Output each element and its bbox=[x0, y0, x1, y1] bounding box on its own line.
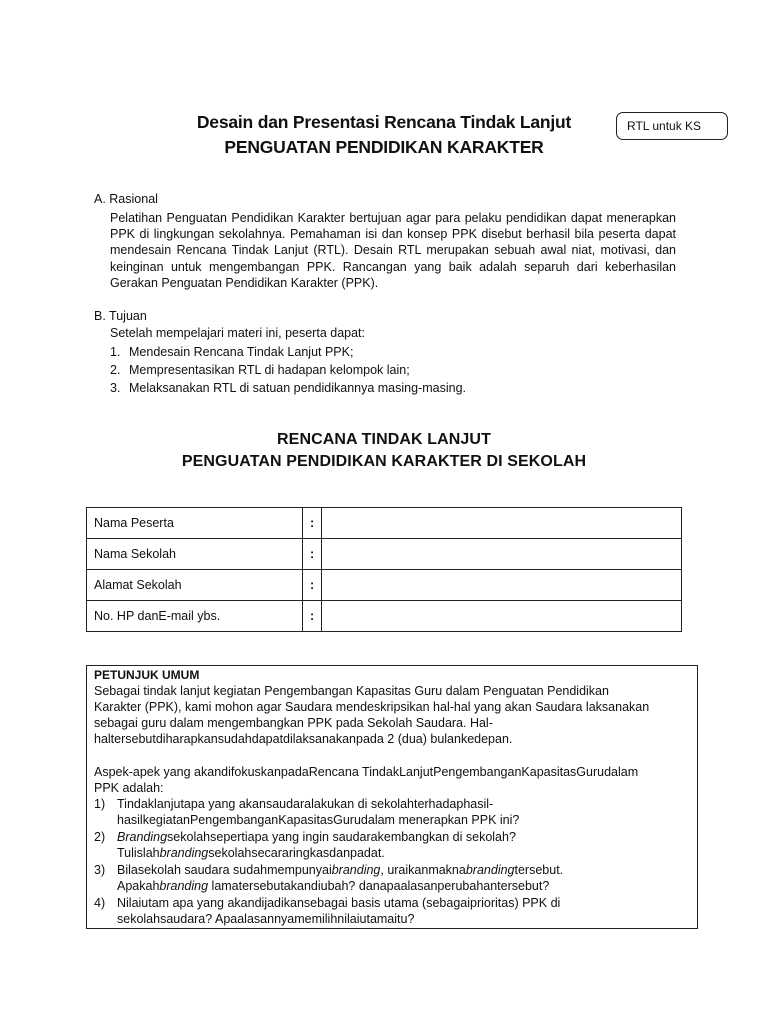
question-text-part: , uraikanmakna bbox=[380, 863, 466, 877]
branding-term: branding bbox=[331, 863, 381, 877]
table-row bbox=[87, 539, 682, 570]
table-row bbox=[87, 601, 682, 632]
hp-email-field[interactable] bbox=[322, 601, 682, 632]
question-text bbox=[117, 830, 516, 844]
list-item: Mendesain Rencana Tindak Lanjut PPK; bbox=[129, 345, 354, 359]
aspek-text-line: PPK adalah: bbox=[94, 781, 164, 795]
branding-term: Branding bbox=[117, 830, 168, 844]
section-a-paragraph: Pelatihan Penguatan Pendidikan Karakter bertujuan agar para pelaku pendidikan dapat menerapkan PPK di lingkungan sekolahnya. Pemahaman isi dan konsep PPK disebut berhasil bila peserta dapat mendesain Rencana Tindak Lanjut (RTL). Desain RTL merupakan sebuah awal niat, motivasi, dan keinginan untuk mengembangan PPK. Rancangan yang baik adalah separuh dari keberhasilan Gerakan Penguatan Pendidikan Karakter (PPK). bbox=[110, 211, 676, 290]
form-label: No. HP danE-mail ybs. bbox=[87, 601, 303, 632]
question-text: hasilkegiatanPengembanganKapasitasGurudalam menerapkan PPK ini? bbox=[117, 813, 520, 827]
document-subtitle: PENGUATAN PENDIDIKAN KARAKTER bbox=[224, 137, 544, 157]
form-separator: : bbox=[303, 539, 322, 570]
petunjuk-umum-box bbox=[86, 665, 698, 929]
branding-term: branding bbox=[159, 846, 209, 860]
question-text-part: lamatersebutakandiubah? danapaalasanperubahantersebut? bbox=[208, 879, 550, 893]
question-text bbox=[117, 863, 563, 877]
list-item: Melaksanakan RTL di satuan pendidikannya masing-masing. bbox=[129, 381, 466, 395]
table-row bbox=[87, 508, 682, 539]
petunjuk-text-line: haltersebutdiharapkansudahdapatdilaksanakanpada 2 (dua) bulankedepan. bbox=[94, 732, 513, 746]
section-b-intro: Setelah mempelajari materi ini, peserta dapat: bbox=[110, 326, 365, 340]
rtl-badge: RTL untuk KS bbox=[616, 112, 728, 140]
question-text bbox=[117, 846, 385, 860]
participant-form bbox=[86, 507, 682, 632]
alamat-sekolah-field[interactable] bbox=[322, 570, 682, 601]
list-number: 3. bbox=[110, 381, 121, 395]
list-number: 2. bbox=[110, 363, 121, 377]
form-separator: : bbox=[303, 601, 322, 632]
question-text-part: Bilasekolah saudara sudahmempunyai bbox=[117, 863, 332, 877]
question-text-part: tersebut. bbox=[514, 863, 564, 877]
petunjuk-text-line: Karakter (PPK), kami mohon agar Saudara mendeskripsikan hal-hal yang akan Saudara laksanakan bbox=[94, 700, 650, 714]
petunjuk-heading: PETUNJUK UMUM bbox=[94, 668, 200, 682]
petunjuk-text-line: sebagai guru dalam mengembangkan PPK pada Sekolah Saudara. Hal- bbox=[94, 716, 493, 730]
question-text: Tindaklanjutapa yang akansaudaralakukan di sekolahterhadaphasil- bbox=[117, 797, 494, 811]
question-number: 2) bbox=[94, 830, 106, 844]
section-a-heading: A. Rasional bbox=[94, 192, 158, 206]
question-text-part: sekolahsecararingkasdanpadat. bbox=[208, 846, 385, 860]
list-item: Mempresentasikan RTL di hadapan kelompok lain; bbox=[129, 363, 410, 377]
branding-term: branding bbox=[159, 879, 209, 893]
form-separator: : bbox=[303, 570, 322, 601]
question-number: 3) bbox=[94, 863, 106, 877]
branding-term: branding bbox=[465, 863, 515, 877]
aspek-text-line: Aspek-apek yang akandifokuskanpadaRencana TindakLanjutPengembanganKapasitasGurudalam bbox=[94, 765, 639, 779]
question-text-part: sekolahsepertiapa yang ingin saudarakembangkan di sekolah? bbox=[167, 830, 516, 844]
document-title: Desain dan Presentasi Rencana Tindak Lanjut bbox=[196, 112, 572, 132]
question-text bbox=[117, 879, 549, 893]
petunjuk-text-line: Sebagai tindak lanjut kegiatan Pengembangan Kapasitas Guru dalam Penguatan Pendidikan bbox=[94, 684, 609, 698]
rtl-subheading: PENGUATAN PENDIDIKAN KARAKTER DI SEKOLAH bbox=[181, 453, 587, 470]
form-label: Nama Peserta bbox=[87, 508, 303, 539]
question-text: Nilaiutam apa yang akandijadikansebagai basis utama (sebagaiprioritas) PPK di bbox=[117, 896, 561, 910]
section-b-heading: B. Tujuan bbox=[94, 309, 147, 323]
form-separator: : bbox=[303, 508, 322, 539]
list-number: 1. bbox=[110, 345, 121, 359]
rtl-heading: RENCANA TINDAK LANJUT bbox=[277, 431, 491, 448]
table-row bbox=[87, 570, 682, 601]
question-text: sekolahsaudara? Apaalasannyamemilihnilaiutamaitu? bbox=[117, 912, 415, 926]
question-text-part: Apakah bbox=[117, 879, 160, 893]
form-label: Alamat Sekolah bbox=[87, 570, 303, 601]
question-number: 1) bbox=[94, 797, 106, 811]
question-number: 4) bbox=[94, 896, 106, 910]
question-text-part: Tulislah bbox=[117, 846, 160, 860]
nama-sekolah-field[interactable] bbox=[322, 539, 682, 570]
form-label: Nama Sekolah bbox=[87, 539, 303, 570]
nama-peserta-field[interactable] bbox=[322, 508, 682, 539]
